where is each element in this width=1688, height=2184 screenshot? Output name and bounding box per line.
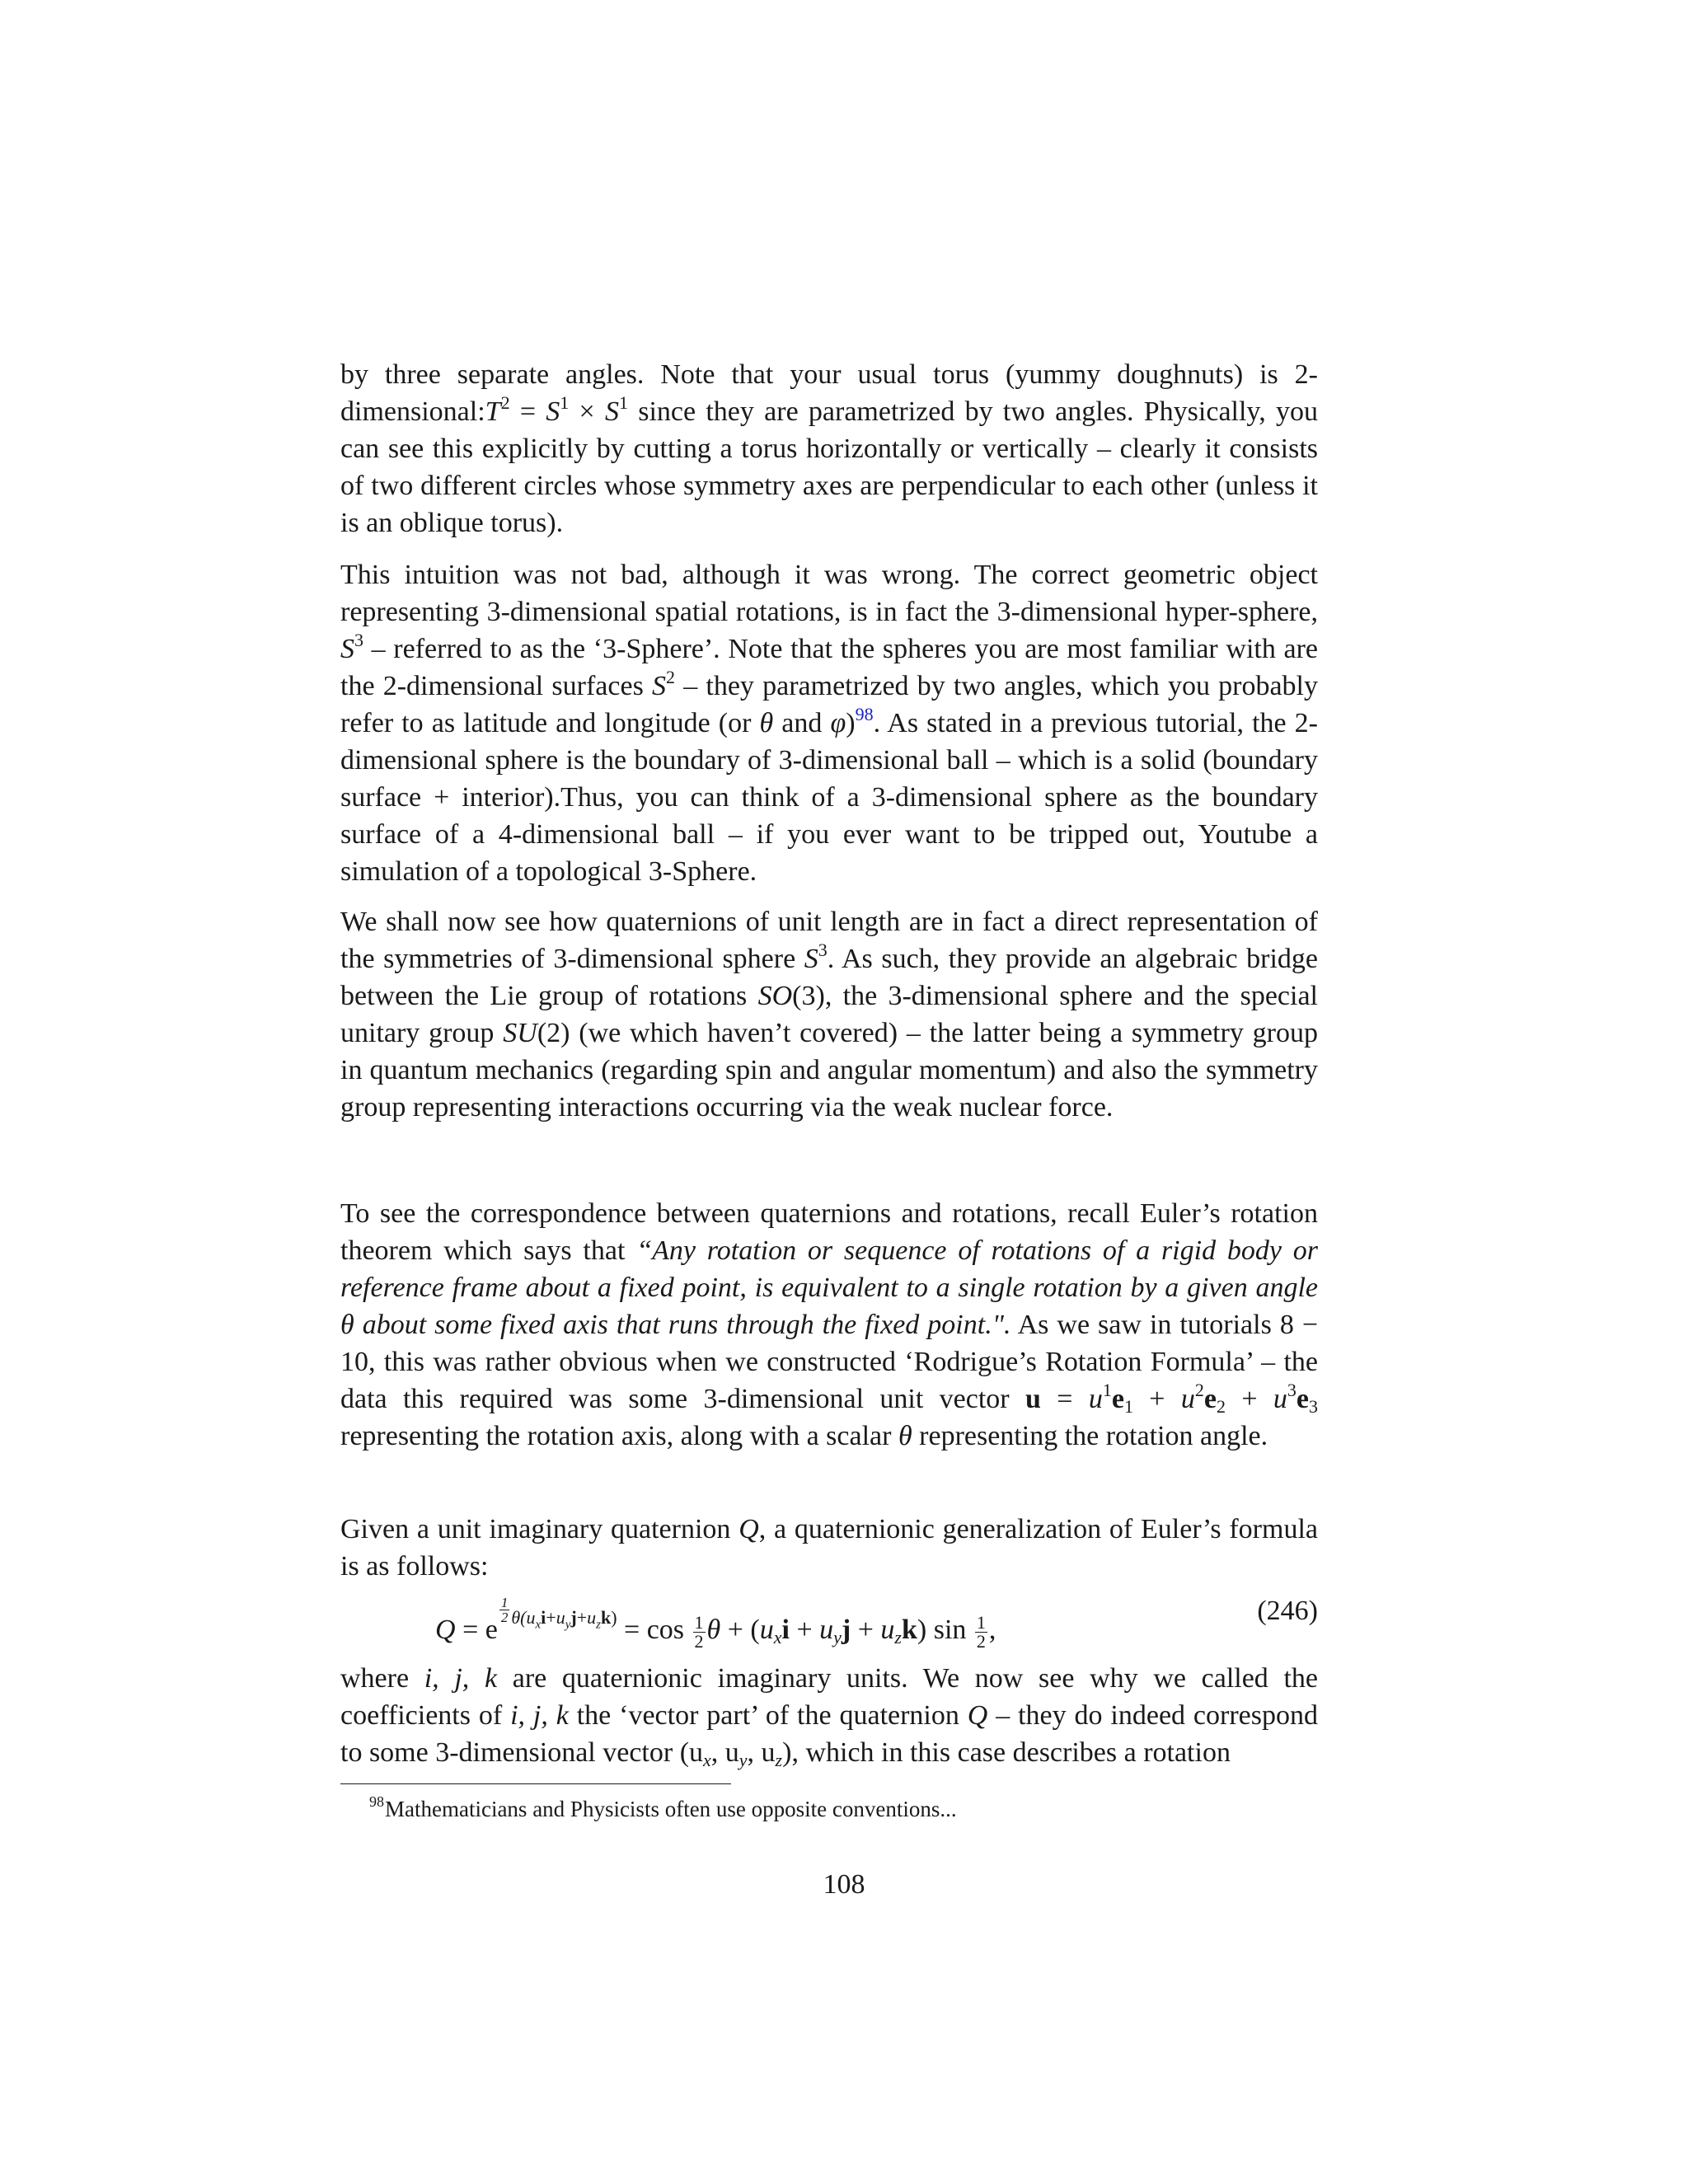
paragraph-euler-rotation — [340, 1195, 1318, 1455]
footnote-98 — [369, 1795, 957, 1823]
exponent: $\frac{1}{2}$ $\theta(u_xi+u_yj+u_zk)$ — [500, 1595, 617, 1632]
paragraph-3-sphere — [340, 556, 1318, 890]
paragraph-5: Given a unit imaginary quaternion Q, a quaternionic generalization of Euler’s formula is as follows: — [340, 1514, 1318, 1582]
text: since they are parametrized by two angles. Physically, you can see this explicitly by cutting a torus horizontally or vertically – clearly it consists of two different circles whose symmetry axes are perpendicular to each other (unless it is an oblique torus). — [340, 396, 1318, 538]
paragraph-6: where i, j, k are quaternionic imaginary units. We now see why we called the coefficients of i, j, k the ‘vector part’ of the quaternion Q – they do indeed correspond to some 3-dimensional vector ($u_x$, $u_y$, $u_z$), which in this case describes a rotation — [340, 1663, 1319, 1770]
paragraph-3: We shall now see how quaternions of unit length are in fact a direct representation of the symmetries of 3-dimensional sphere $S^3$. As such, they provide an algebraic bridge between the Lie group of rotations SO(3), the 3-dimensional sphere and the special unitary group SU(2) (we which haven’t covered) – the latter being a symmetry group in quantum mechanics (regarding spin and angular momentum) and also the symmetry group representing interactions occurring via the weak nuclear force. — [340, 907, 1319, 1122]
footnote-ref-98[interactable]: 98 — [855, 704, 874, 724]
footnote-mark: 98 — [369, 1793, 384, 1810]
equation-246 — [340, 1586, 1318, 1652]
paragraph-quaternionic-euler — [340, 1511, 1318, 1585]
paragraph-2: This intuition was not bad, although it was wrong. The correct geometric object representing 3-dimensional spatial rotations, is in fact the 3-dimensional hyper-sphere, $S^3$ – referred to as the ‘3-Sphere’. Note that the spheres you are most familiar with are the 2-dimensional surfaces $S^2$ – they parametrized by two angles, which you probably refer to as latitude and longitude (or θ and φ)$^{98}$. As stated in a previous tutorial, the 2-dimensional sphere is the boundary of 3-dimensional ball – which is a solid (boundary surface + interior).Thus, you can think of a 3-dimensional sphere as the boundary surface of a 4-dimensional ball – if you ever want to be tripped out, Youtube a simulation of a topological 3-Sphere. — [340, 560, 1318, 887]
paragraph-torus — [340, 356, 1318, 541]
equation-number: (246) — [1257, 1596, 1318, 1626]
math-t2: $T^2 = S^1 \times S^1$ — [485, 392, 628, 427]
footnote-text: Mathematicians and Physicists often use opposite conventions... — [385, 1797, 957, 1821]
page-number: 108 — [823, 1869, 865, 1900]
paragraph-quaternions-unit-length — [340, 903, 1318, 1126]
paragraph-1 — [340, 356, 1318, 541]
euler-theorem-quote: “Any rotation or sequence of rotations of a rigid body or reference frame about a fixed point, is equivalent to a single rotation by a given angle θ about some fixed axis that runs through the fixed point.". — [340, 1235, 1318, 1340]
equation-body: Q = e $\frac{1}{2}$ $\theta(u_xi+u_yj+u_zk) = \cos$ $\frac{1}{2}$ $\theta + (u_xi + u_yj + u_zk)$ sin $\frac{1}{2}$ , — [435, 1595, 996, 1652]
footnote-rule — [340, 1783, 731, 1784]
paragraph-vector-part — [340, 1660, 1318, 1771]
paragraph-4: To see the correspondence between quaternions and rotations, recall Euler’s rotation theorem which says that “Any rotation or sequence of rotations of a rigid body or reference frame about a fixed point, is equivalent to a single rotation by a given angle θ about some fixed axis that runs through the fixed point.". As we saw in tutorials 8 − 10, this was rather obvious when we constructed ‘Rodrigue’s Rotation Formula’ – the data this required was some 3-dimensional unit vector $u = u^1e_1 + u^2e_2 + u^3e_3$ representing the rotation axis, along with a scalar θ representing the rotation angle. — [340, 1198, 1318, 1451]
text: by three separate angles. Note that your usual torus (yummy doughnuts) is 2-dimensional: — [340, 359, 1318, 427]
